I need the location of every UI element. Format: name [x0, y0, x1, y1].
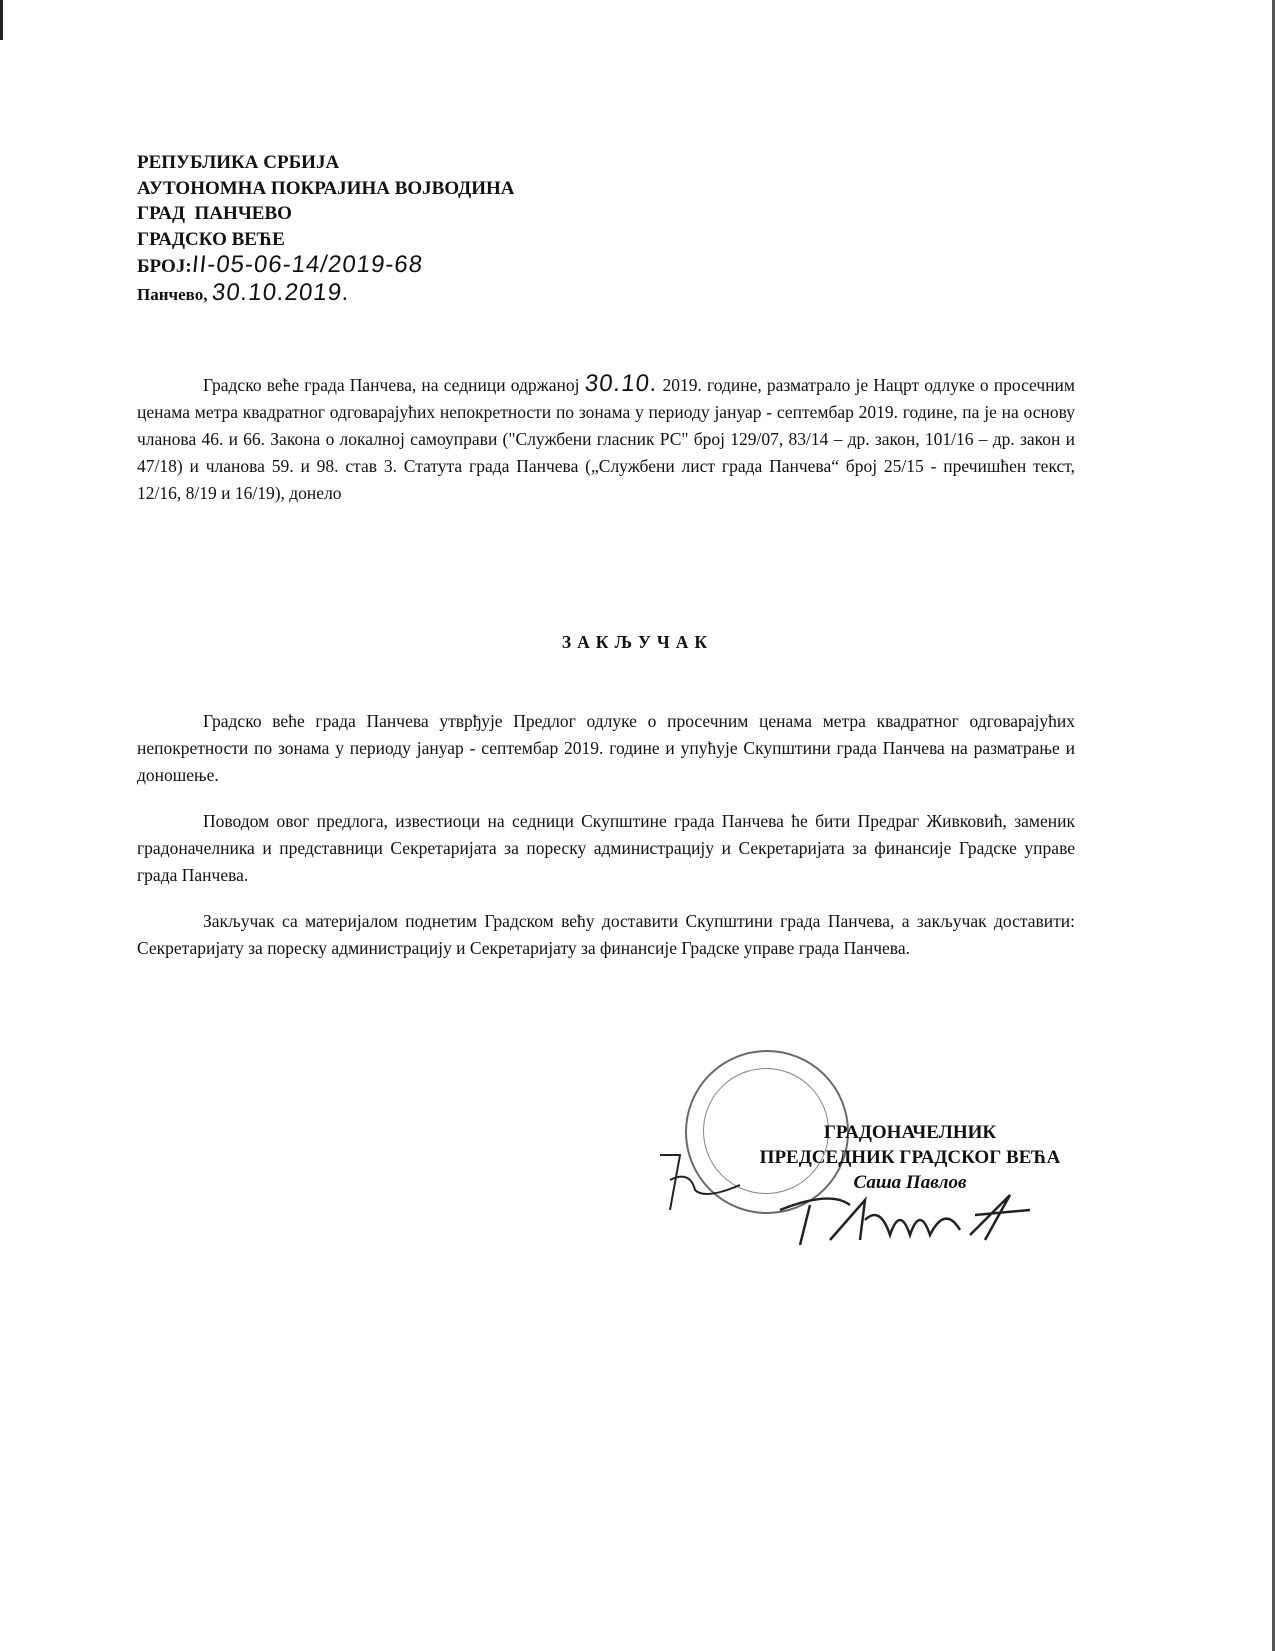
scan-edge-left: [0, 0, 3, 40]
conclusion-paragraph: [137, 708, 1075, 789]
header-line: РЕПУБЛИКА СРБИЈА: [137, 152, 340, 173]
signature-block: [720, 1120, 1100, 1195]
place-label: Панчево,: [137, 284, 208, 304]
signatory-name: Саша Павлов: [853, 1172, 967, 1193]
document-header: [137, 150, 515, 307]
header-line: АУТОНОМНА ПОКРАЈИНА ВОЈВОДИНА: [137, 177, 515, 199]
paragraph-text: Закључак са материјалом поднетим Градском већу доставити Скупштини града Панчева, а закључак доставити: Секретаријату за пореску администрацију и Секретаријату за финансије Градске управе града Панчева.: [137, 911, 1075, 958]
handwritten-number: II-05-06-14/2019-68: [190, 251, 425, 278]
rapporteurs-paragraph: [137, 808, 1075, 889]
header-line: ГРАД ПАНЧЕВО: [137, 203, 292, 224]
handwritten-date: 30.10.2019.: [210, 278, 351, 306]
delivery-paragraph: [137, 908, 1075, 962]
number-label: БРОЈ:: [137, 256, 192, 277]
intro-text: 2019. године, разматрало је Нацрт одлуке о просечним ценама метра квадратног одговарајућих непокретности по зонама у периоду јануар - септембар 2019. године, па је на основу чланова 46. и 66. Закона о локалној самоуправи ("Службени гласник РС" број 129/07, 83/14 – др. закон, 101/16 – др. закон и 47/18) и чланова 59. и 98. став 3. Статута града Панчева („Службени лист града Панчева“ број 25/15 - пречишћен текст, 12/16, 8/19 и 16/19), донело: [137, 375, 1075, 503]
paragraph-text: Поводом овог предлога, известиоци на седници Скупштине града Панчева ће бити Предраг Живковић, заменик градоначелника и представници Секретаријата за пореску администрацију и Секретаријата за финансије Градске управе града Панчева.: [137, 811, 1075, 885]
reference-number: [137, 252, 515, 280]
handwritten-session-date: 30.10.: [583, 370, 659, 397]
header-line: ГРАДСКО ВЕЋЕ: [137, 228, 285, 250]
handwritten-signature: [770, 1185, 1070, 1255]
intro-text: Градско веће града Панчева, на седници одржаној: [203, 375, 585, 395]
place-date: [137, 280, 515, 308]
signatory-title: ГРАДОНАЧЕЛНИК: [823, 1122, 997, 1143]
signatory-position: ПРЕДСЕДНИК ГРАДСКОГ ВЕЋА: [759, 1147, 1061, 1168]
document-title: ЗАКЉУЧАК: [561, 632, 714, 652]
paragraph-text: Градско веће града Панчева утврђује Предлог одлуке о просечним ценама метра квадратног одговарајућих непокретности по зонама у периоду јануар - септембар 2019. године и упућује Скупштини града Панчева на разматрање и доношење.: [137, 711, 1075, 785]
intro-paragraph: [137, 370, 1075, 507]
